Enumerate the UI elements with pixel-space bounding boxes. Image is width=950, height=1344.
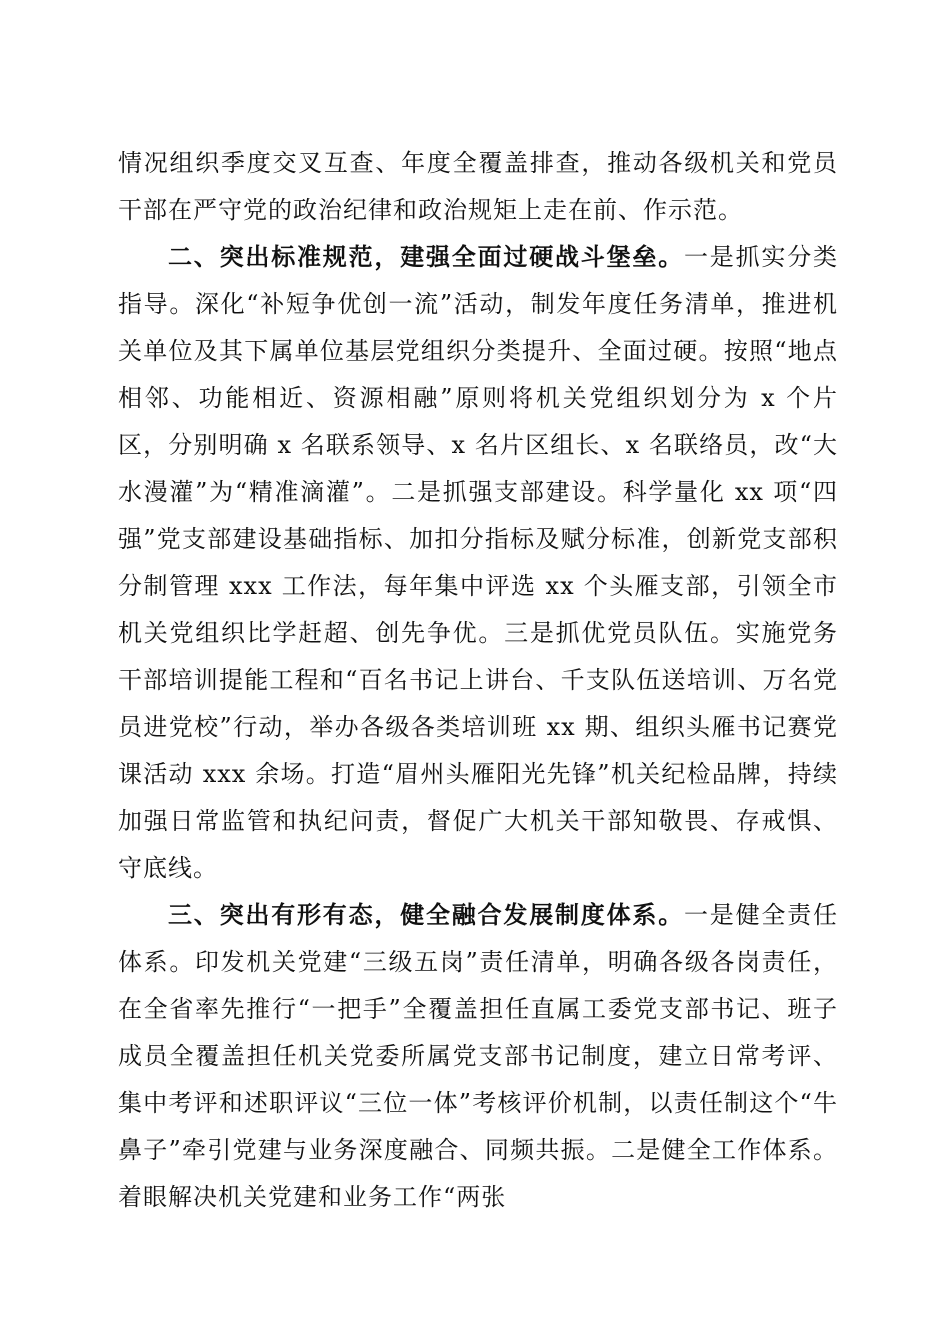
paragraph-section-two bbox=[118, 234, 838, 892]
paragraph-text: 一是抓实分类指导。深化“补短争优创一流”活动，制发年度任务清单，推进机关单位及其下属单位基层党组织分类提升、全面过硬。按照“地点相邻、功能相近、资源相融”原则将机关党组织划分为 x 个片区，分别明确 x 名联系领导、x 名片区组长、x 名联络员，改“大水漫灌”为“精准滴灌”。二是抓强支部建设。科学量化 xx 项“四强”党支部建设基础指标、加扣分指标及赋分标准，创新党支部积分制管理 xxx 工作法，每年集中评选 xx 个头雁支部，引领全市机关党组织比学赶超、创先争优。三是抓优党员队伍。实施党务干部培训提能工程和“百名书记上讲台、千支队伍送培训、万名党员进党校”行动，举办各级各类培训班 xx 期、组织头雁书记赛党课活动 xxx 余场。打造“眉州头雁阳光先锋”机关纪检品牌，持续加强日常监管和执纪问责，督促广大机关干部知敬畏、存戒惧、守底线。 bbox=[118, 243, 838, 882]
paragraph-continuation bbox=[118, 140, 838, 234]
paragraph-text: 情况组织季度交叉互查、年度全覆盖排查，推动各级机关和党员干部在严守党的政治纪律和政治规矩上走在前、作示范。 bbox=[118, 149, 838, 224]
paragraph-text: 一是健全责任体系。印发机关党建“三级五岗”责任清单，明确各级各岗责任，在全省率先推行“一把手”全覆盖担任直属工委党支部书记、班子成员全覆盖担任机关党委所属党支部书记制度，建立日常考评、集中考评和述职评议“三位一体”考核评价机制，以责任制这个“牛鼻子”牵引党建与业务深度融合、同频共振。二是健全工作体系。着眼解决机关党建和业务工作“两张 bbox=[118, 901, 838, 1211]
paragraph-section-three bbox=[118, 892, 838, 1221]
section-heading: 三、突出有形有态，健全融合发展制度体系。 bbox=[168, 901, 684, 929]
document-body bbox=[118, 140, 838, 1221]
section-heading: 二、突出标准规范，建强全面过硬战斗堡垒。 bbox=[168, 243, 684, 271]
